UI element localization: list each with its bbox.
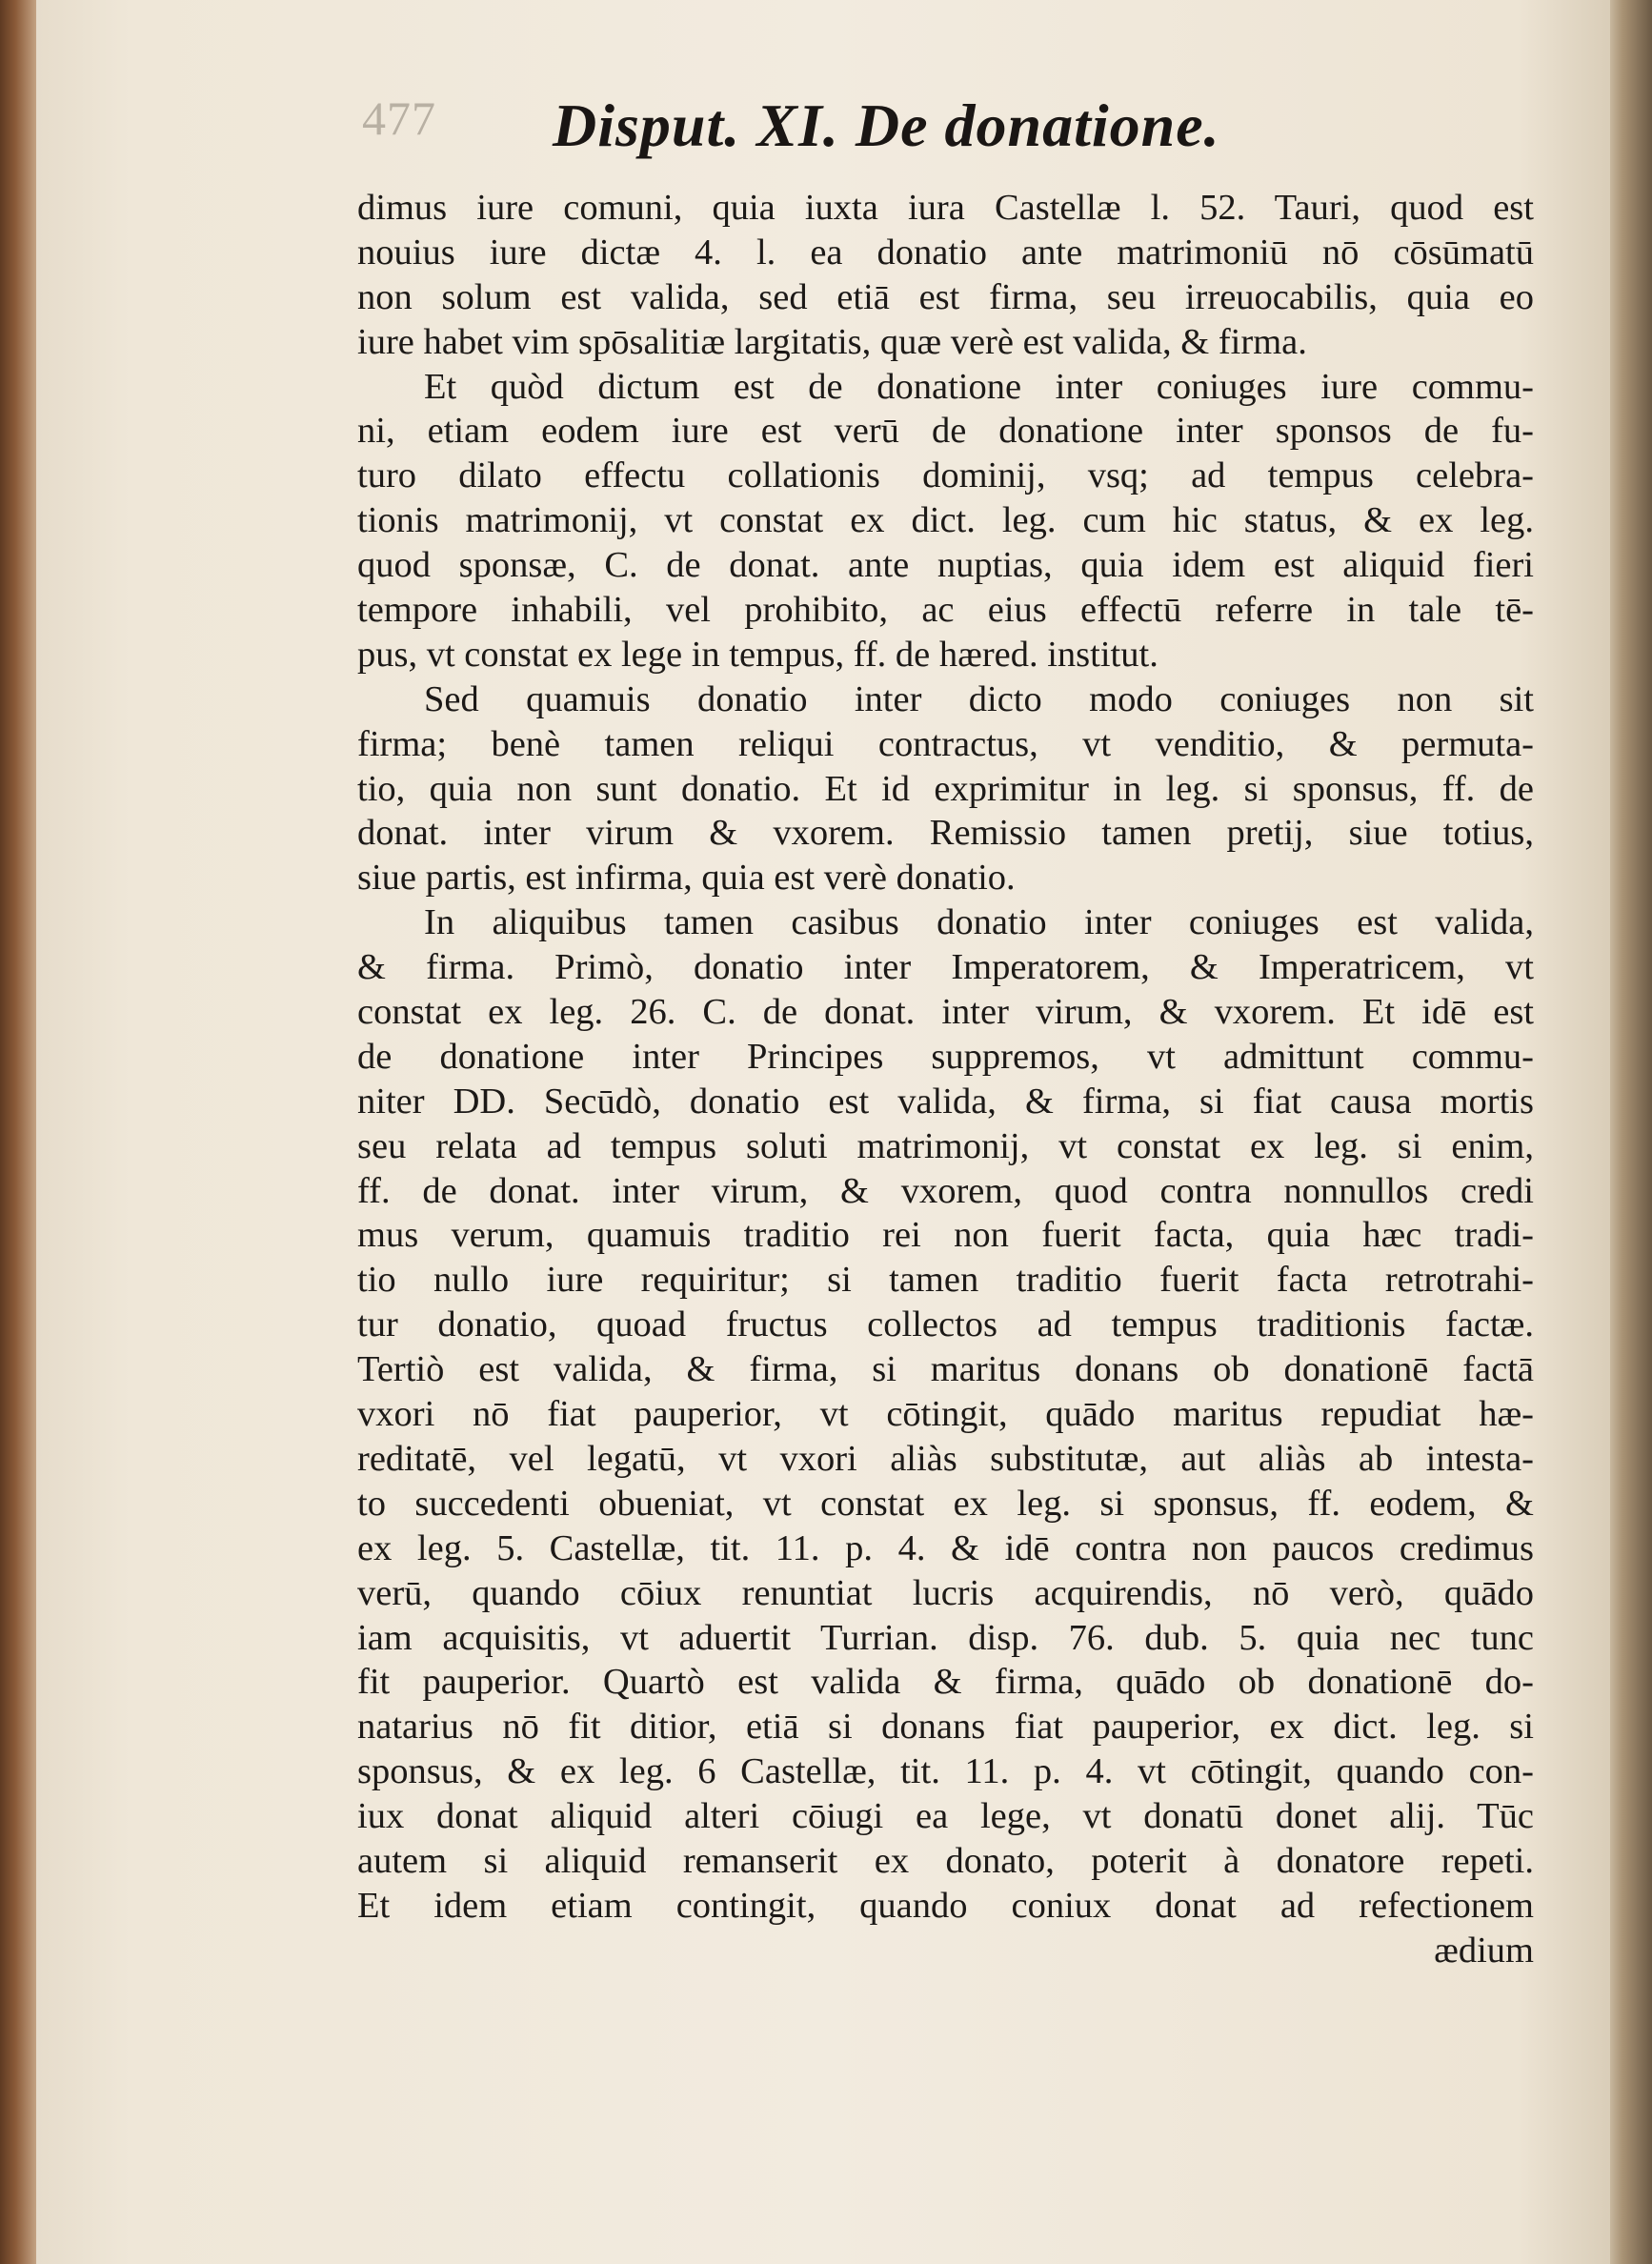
text-line: iux donat aliquid alteri cōiugi ea lege, vt donatū donet alij. Tūc (357, 1796, 1534, 1837)
text-line: pus, vt constat ex lege in tempus, ff. de hæred. institut. (357, 634, 1158, 675)
text-line: dimus iure comuni, quia iuxta iura Castellæ l. 52. Tauri, quod est (357, 188, 1534, 228)
text-line: Tertiò est valida, & firma, si maritus donans ob donationē factā (357, 1349, 1534, 1390)
book-spine-edge (0, 0, 38, 2264)
text-line: verū, quando cōiux renuntiat lucris acquirendis, nō verò, quādo (357, 1572, 1534, 1613)
body-text (357, 186, 1534, 1973)
page-number-bleedthrough: 477 (362, 91, 436, 145)
text-line: tio nullo iure requiritur; si tamen traditio fuerit facta retrotrahi- (357, 1260, 1534, 1301)
text-line: vxori nō fiat pauperior, vt cōtingit, quādo maritus repudiat hæ- (357, 1394, 1534, 1435)
text-line: to succedenti obueniat, vt constat ex leg. si sponsus, ff. eodem, & (357, 1483, 1534, 1524)
text-line: tempore inhabili, vel prohibito, ac eius effectū referre in tale tē- (357, 590, 1534, 631)
text-line: constat ex leg. 26. C. de donat. inter virum, & vxorem. Et idē est (357, 992, 1534, 1033)
text-line: de donatione inter Principes suppremos, vt admittunt commu- (357, 1036, 1534, 1077)
text-line: non solum est valida, sed etiā est firma, seu irreuocabilis, quia eo (357, 276, 1534, 317)
text-line: ex leg. 5. Castellæ, tit. 11. p. 4. & idē contra non paucos credimus (357, 1527, 1534, 1568)
text-line: niter DD. Secūdò, donatio est valida, & firma, si fiat causa mortis (357, 1081, 1534, 1122)
text-line: natarius nō fit ditior, etiā si donans fiat pauperior, ex dict. leg. si (357, 1707, 1534, 1748)
text-line: nouius iure dictæ 4. l. ea donatio ante matrimoniū nō cōsūmatū (357, 232, 1534, 273)
text-line: sponsus, & ex leg. 6 Castellæ, tit. 11. p. 4. vt cōtingit, quando con- (357, 1751, 1534, 1792)
text-line: tionis matrimonij, vt constat ex dict. leg. cum hic status, & ex leg. (357, 500, 1534, 541)
text-line: quod sponsæ, C. de donat. ante nuptias, quia idem est aliquid fieri (357, 545, 1534, 586)
running-header (362, 91, 1410, 176)
text-line: autem si aliquid remanserit ex donato, poterit à donatore repeti. (357, 1840, 1534, 1881)
running-header-title: Disput. XI. De donatione. (553, 91, 1220, 159)
text-line: iure habet vim spōsalitiæ largitatis, quæ verè est valida, & firma. (357, 321, 1307, 362)
text-line: ni, etiam eodem iure est verū de donatione inter sponsos de fu- (357, 411, 1534, 452)
text-line: tio, quia non sunt donatio. Et id exprimitur in leg. si sponsus, ff. de (357, 768, 1534, 809)
text-line: siue partis, est infirma, quia est verè donatio. (357, 858, 1016, 899)
text-line: Sed quamuis donatio inter dicto modo coniuges non sit (424, 678, 1534, 719)
text-line: & firma. Primò, donatio inter Imperatorem, & Imperatricem, vt (357, 947, 1534, 988)
text-line: firma; benè tamen reliqui contractus, vt venditio, & permuta- (357, 723, 1534, 764)
text-line: ædium (1434, 1930, 1534, 1971)
text-line: seu relata ad tempus soluti matrimonij, vt constat ex leg. si enim, (357, 1125, 1534, 1166)
text-line: Et quòd dictum est de donatione inter coniuges iure commu- (424, 366, 1534, 407)
text-line: fit pauperior. Quartò est valida & firma, quādo ob donationē do- (357, 1662, 1534, 1703)
text-line: iam acquisitis, vt aduertit Turrian. disp. 76. dub. 5. quia nec tunc (357, 1617, 1534, 1658)
page-stack-edge (1610, 0, 1652, 2264)
text-line: In aliquibus tamen casibus donatio inter coniuges est valida, (424, 902, 1534, 943)
text-line: reditatē, vel legatū, vt vxori aliàs substitutæ, aut aliàs ab intesta- (357, 1438, 1534, 1479)
text-line: turo dilato effectu collationis dominij, vsq; ad tempus celebra- (357, 455, 1534, 496)
text-line: mus verum, quamuis traditio rei non fuerit facta, quia hæc tradi- (357, 1215, 1534, 1256)
text-line: tur donatio, quoad fructus collectos ad tempus traditionis factæ. (357, 1304, 1534, 1345)
text-line: donat. inter virum & vxorem. Remissio tamen pretij, siue totius, (357, 813, 1534, 854)
text-line: Et idem etiam contingit, quando coniux donat ad refectionem (357, 1885, 1534, 1926)
text-line: ff. de donat. inter virum, & vxorem, quod contra nonnullos credi (357, 1170, 1534, 1211)
